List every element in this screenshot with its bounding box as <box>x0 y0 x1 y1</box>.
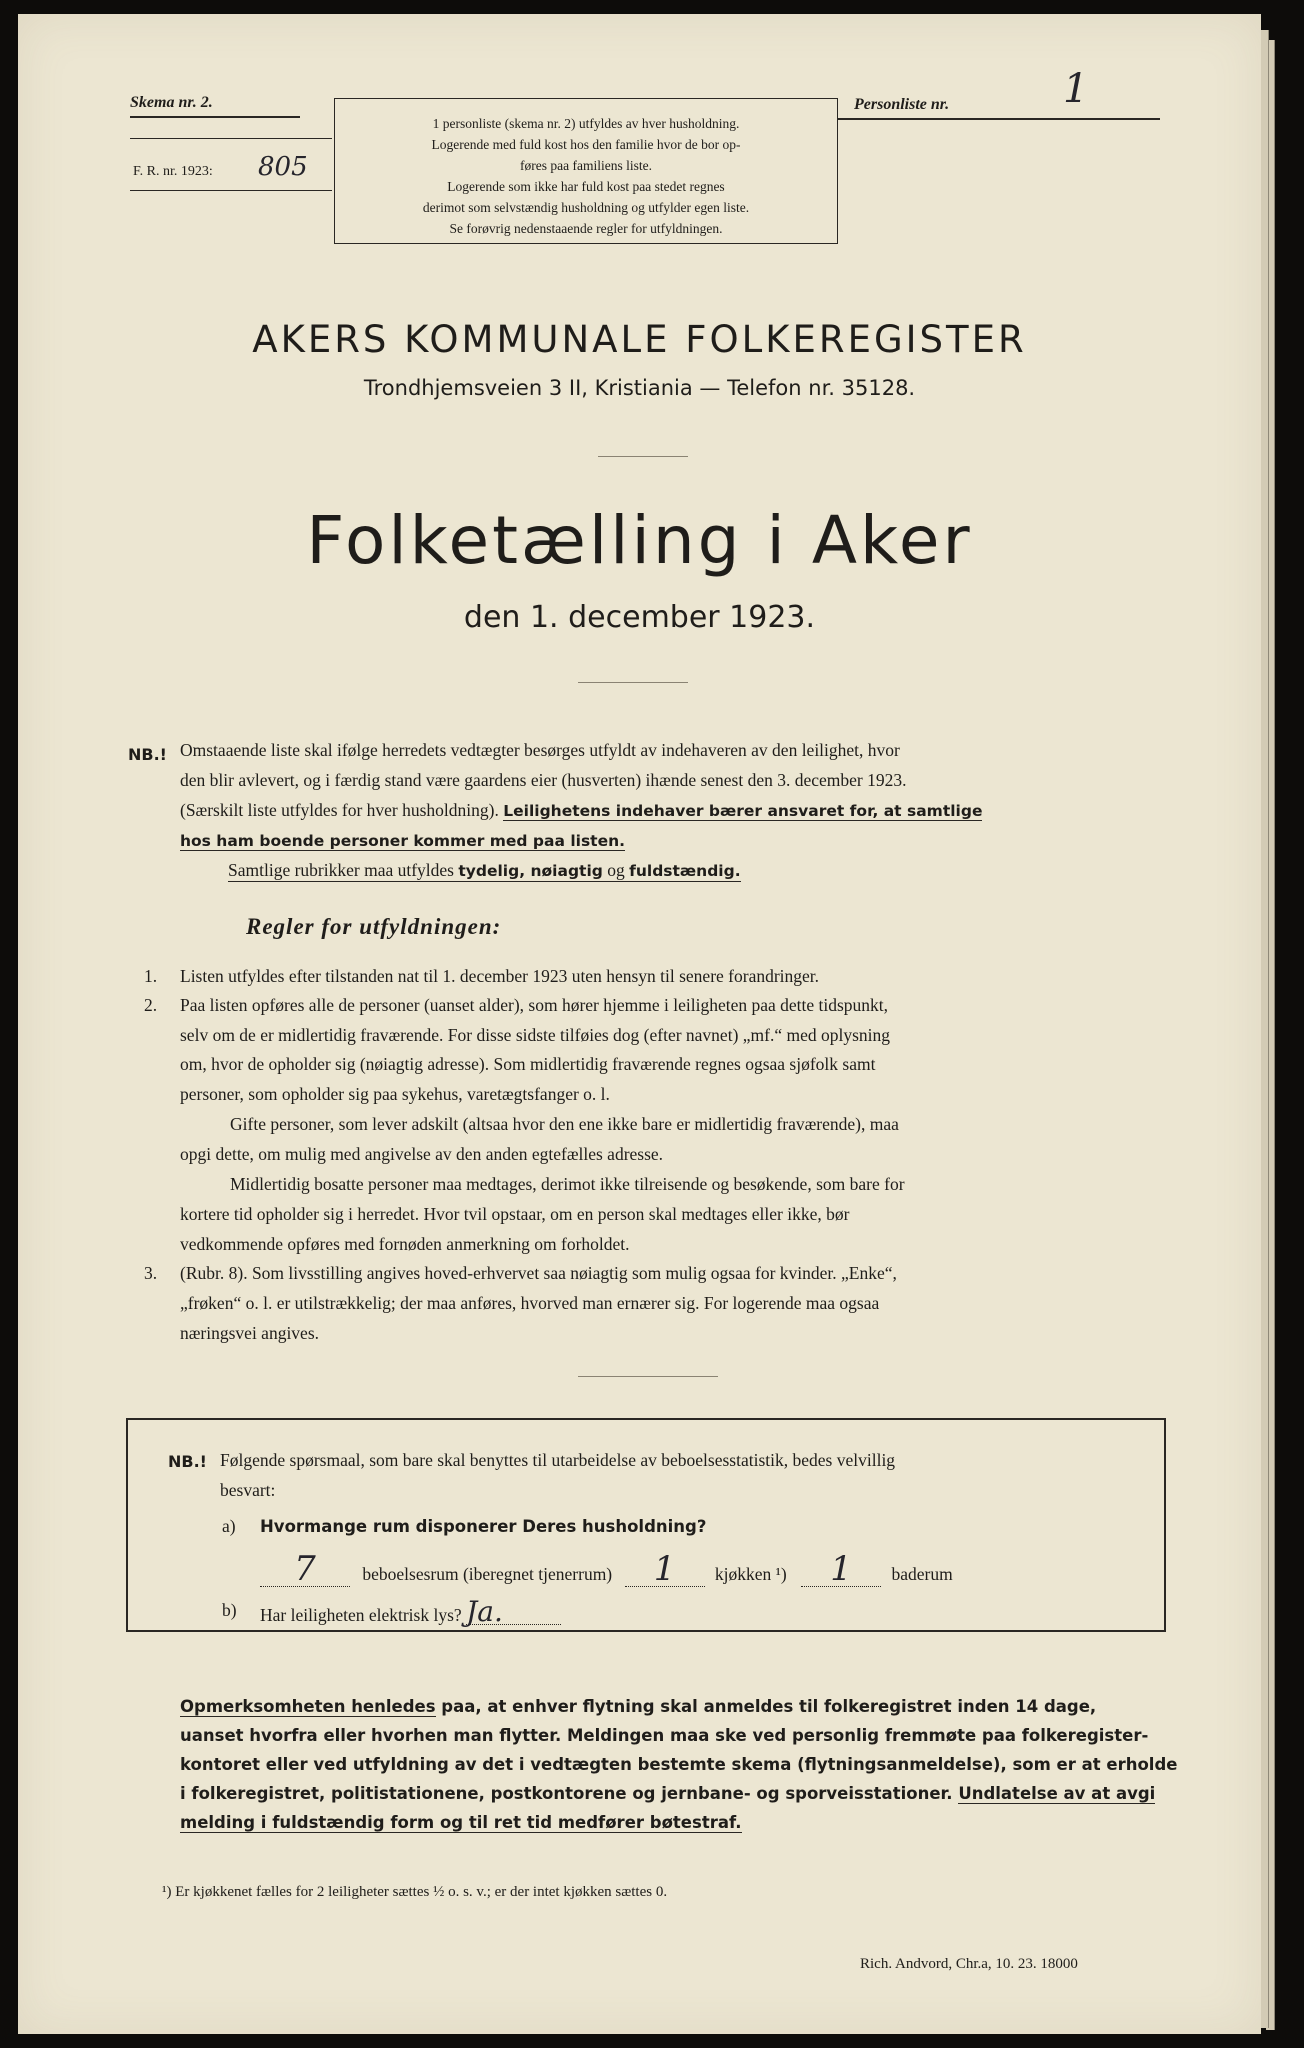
personliste-label: Personliste nr. <box>854 96 950 113</box>
nb-label: NB.! <box>168 1452 207 1471</box>
printer-imprint: Rich. Andvord, Chr.a, 10. 23. 18000 <box>860 1956 1078 1972</box>
rule-line: personer, som opholder sig paa sykehus, varetægtsfanger o. l. <box>180 1084 610 1104</box>
question-b-text: Har leiligheten elektrisk lys? <box>260 1605 462 1625</box>
nb-text-line: Omstaaende liste skal ifølge herredets vedtægter besørges utfyldt av indehaveren av den leilighet, hvor <box>180 740 900 760</box>
housing-questions-box <box>126 1418 1166 1632</box>
notice-text: paa, at enhver flytning skal anmeldes til folkeregistret inden 14 dage, <box>441 1697 1097 1716</box>
rule-number: 2. <box>144 995 158 1015</box>
kitchen-label: kjøkken ¹) <box>714 1564 787 1584</box>
question-b-row <box>260 1595 561 1628</box>
nb-text-segment: Samtlige rubrikker maa utfyldes <box>228 860 454 880</box>
bath-count-handwritten: 1 <box>801 1552 881 1587</box>
nb-emphasis: Leilighetens indehaver bærer ansvaret for, at samtlige <box>503 802 983 820</box>
rule-line: (Rubr. 8). Som livsstilling angives hoved-erhvervet saa nøiagtig som mulig ogsaa for kvinder. „Enke“, <box>180 1263 897 1283</box>
household-note-box <box>334 98 838 244</box>
nb-text-segment: og <box>607 860 625 880</box>
kitchen-footnote: ¹) Er kjøkkenet fælles for 2 leiligheter sættes ½ o. s. v.; er der intet kjøkken sættes 0. <box>162 1884 668 1900</box>
note-line: Logerende som ikke har fuld kost paa stedet regnes <box>447 179 725 194</box>
census-date: den 1. december 1923. <box>463 600 816 635</box>
nb-text-segment: (Særskilt liste utfyldes for hver husholdning). <box>180 800 499 820</box>
nb-label: NB.! <box>128 745 167 764</box>
nb-text-line <box>180 796 982 827</box>
rooms-answer-row <box>260 1549 953 1589</box>
notice-emphasis: Opmerksomheten henledes <box>180 1697 436 1716</box>
notice-line <box>180 1692 1096 1721</box>
rule-line: Listen utfyldes efter tilstanden nat til 1. december 1923 uten hensyn til senere forandringer. <box>180 966 820 986</box>
fr-number-handwritten: 805 <box>258 152 308 182</box>
fr-number-label: F. R. nr. 1923: <box>133 164 213 179</box>
note-line: føres paa familiens liste. <box>520 158 652 173</box>
registry-address: Trondhjemsveien 3 II, Kristiania — Telefon nr. 35128. <box>363 376 916 400</box>
note-line: Se forøvrig nedenstaaende regler for utfyldningen. <box>449 221 723 236</box>
rule-line: kortere tid opholder sig i herredet. Hvor tvil opstaar, om en person skal medtages eller ikke, bør <box>180 1204 850 1224</box>
question-a-label: a) <box>222 1516 236 1536</box>
separator <box>578 1376 718 1377</box>
electric-light-answer-handwritten: Ja. <box>466 1600 561 1625</box>
kitchen-count-handwritten: 1 <box>625 1552 705 1587</box>
separator <box>578 682 688 683</box>
rule-line: om, hvor de opholder sig (nøiagtig adresse). Som midlertidig fraværende regnes ogsaa sjøfolk samt <box>180 1054 876 1074</box>
questions-intro: Følgende spørsmaal, som bare skal benyttes til utarbeidelse av beboelsesstatistik, bedes velvillig <box>220 1450 896 1470</box>
fr-rule <box>130 190 332 191</box>
notice-line <box>180 1779 1155 1808</box>
census-form-page <box>18 14 1261 2034</box>
rule-number: 3. <box>144 1263 158 1283</box>
rule-line: opgi dette, om mulig med angivelse av den anden egtefælles adresse. <box>180 1144 664 1164</box>
notice-emphasis: Undlatelse av at avgi <box>958 1784 1156 1803</box>
notice-line <box>180 1808 742 1837</box>
nb-emphasis: fuldstændig. <box>629 862 741 880</box>
nb-emphasis: tydelig, nøiagtig <box>458 862 603 880</box>
nb-text-line: den blir avlevert, og i færdig stand være gaardens eier (husverten) ihænde senest den 3. december 1923. <box>180 770 907 790</box>
rooms-label: beboelsesrum (iberegnet tjenerrum) <box>362 1564 613 1584</box>
header-rule <box>130 138 332 139</box>
rule-line: vedkommende opføres med fornøden anmerkning om forholdet. <box>180 1234 630 1254</box>
rooms-count-handwritten: 7 <box>260 1552 350 1587</box>
nb-underlined-sentence <box>228 860 741 882</box>
personliste-rule <box>838 118 1160 120</box>
nb-text-line <box>180 826 625 857</box>
question-b-label: b) <box>222 1600 237 1620</box>
notice-line: kontoret eller ved utfyldning av det i vedtægten bestemte skema (flytningsanmeldelse), som er at erholde <box>180 1755 1178 1774</box>
question-a-text: Hvormange rum disponerer Deres husholdning? <box>260 1517 707 1536</box>
rule-line: „frøken“ o. l. er utilstrækkelig; der maa anføres, hvorved man ernærer sig. For logerende maa ogsaa <box>180 1293 880 1313</box>
note-line: 1 personliste (skema nr. 2) utfyldes av hver husholdning. <box>432 116 740 131</box>
registry-title: AKERS KOMMUNALE FOLKEREGISTER <box>252 318 1027 361</box>
skema-rule <box>130 116 300 118</box>
bath-label: baderum <box>891 1564 953 1584</box>
skema-label: Skema nr. 2. <box>130 94 213 111</box>
rule-line: Midlertidig bosatte personer maa medtages, derimot ikke tilreisende og besøkende, som bare for <box>230 1174 905 1194</box>
rule-number: 1. <box>144 966 158 986</box>
rules-heading: Regler for utfyldningen: <box>246 914 502 939</box>
notice-emphasis: melding i fuldstændig form og til ret tid medfører bøtestraf. <box>180 1813 742 1832</box>
notice-text: i folkeregistret, politistationene, postkontorene og jernbane- og sporveisstationer. <box>180 1784 953 1803</box>
nb-emphasis: hos ham boende personer kommer med paa listen. <box>180 832 626 850</box>
census-title: Folketælling i Aker <box>306 502 973 579</box>
rule-line: næringsvei angives. <box>180 1323 320 1343</box>
personliste-number-handwritten: 1 <box>1063 66 1089 112</box>
note-line: derimot som selvstændig husholdning og utfylder egen liste. <box>422 200 750 215</box>
rule-line: selv om de er midlertidig fraværende. For disse sidste tilføies dog (efter navnet) „mf.“ med oplysning <box>180 1025 891 1045</box>
questions-intro: besvart: <box>220 1480 276 1500</box>
nb-text-line <box>228 856 741 887</box>
note-line: Logerende med fuld kost hos den familie hvor de bor op- <box>431 137 741 152</box>
notice-line: uanset hvorfra eller hvorhen man flytter. Meldingen maa ske ved personlig fremmøte paa folkeregister- <box>180 1726 1149 1745</box>
rule-line: Paa listen opføres alle de personer (uanset alder), som hører hjemme i leiligheten paa dette tidspunkt, <box>180 995 889 1015</box>
rule-line: Gifte personer, som lever adskilt (altsaa hvor den ene ikke bare er midlertidig fraværende), maa <box>230 1114 899 1134</box>
separator <box>598 456 688 457</box>
